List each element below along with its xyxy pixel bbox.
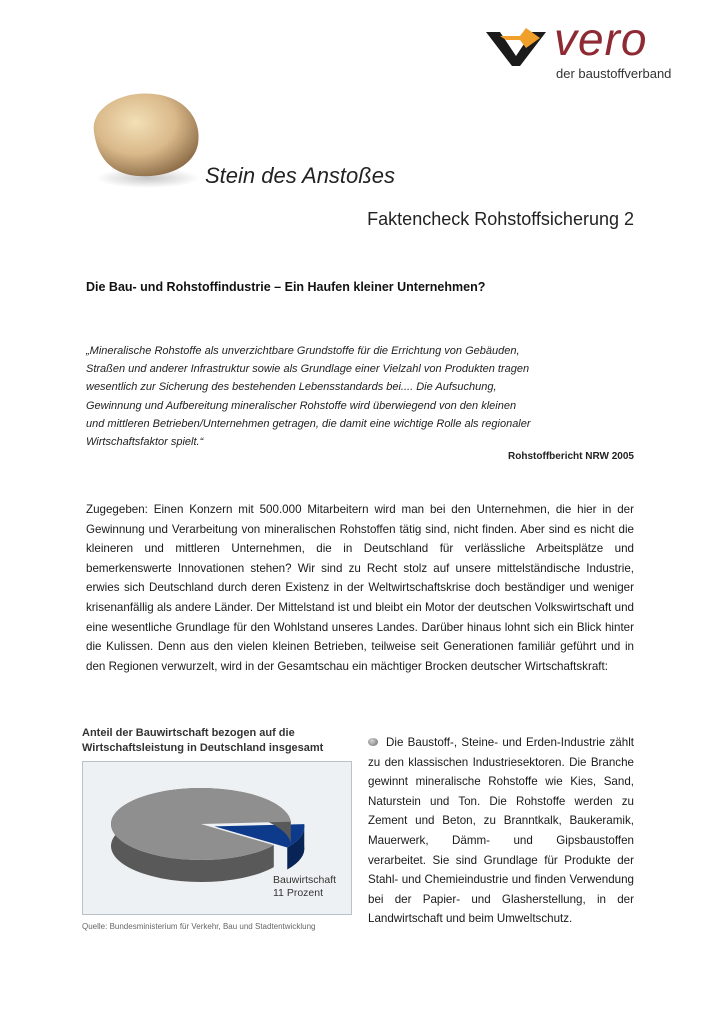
pie-chart: [82, 761, 352, 915]
vero-logo-mark-icon: [486, 26, 548, 66]
side-paragraph: [368, 733, 634, 929]
logo-tagline: der baustoffverband: [556, 66, 672, 81]
chart-title: Anteil der Bauwirtschaft bezogen auf die Wirtschaftsleistung in Deutschland insgesamt: [82, 727, 324, 754]
page-subtitle: Faktencheck Rohstoffsicherung 2: [367, 209, 634, 229]
slice-label-value: 11 Prozent: [273, 887, 324, 899]
slice-label-name: Bauwirtschaft: [273, 874, 337, 886]
side-text: Die Baustoff-, Steine- und Erden-Industrie zählt zu den klassischen Industriesektoren. Die Branche gewinnt mineralische Rohstoffe wie Kies, Sand, Naturstein und Ton. Die Rohstoffe werden zu Zement und Beton, zu Branntkalk, Baukeramik, Mauerwerk, Dämm- und Gipsbaustoffen verarbeitet. Sie sind Grundlage für Produkte der Stahl- und Chemieindustrie und finden Verwendung bei der Papier- und Glasherstellung, in der Landwirtschaft und beim Umweltschutz.: [368, 736, 634, 926]
bullet-icon: [368, 738, 378, 746]
vero-logo: [486, 13, 686, 84]
page-title: Stein des Anstoßes: [205, 163, 395, 188]
chart-slice-label: [273, 874, 336, 900]
body-paragraph: Zugegeben: Einen Konzern mit 500.000 Mitarbeitern wird man bei den Unternehmen, die hier in der Gewinnung und Verarbeitung von mineralischen Rohstoffen tätig sind, nicht finden. Aber sind es nicht die kleineren und mittleren Unternehmen, die in Deutschland für verlässliche Arbeitsplätze und bemerkenswerte Innovationen stehen? Wir sind zu Recht stolz auf unsere mittelständische Industrie, erwies sich Deutschland durch deren Existenz in der Weltwirtschaftskrise doch beständiger und weniger krisenanfällig als andere Länder. Der Mittelstand ist und bleibt ein Motor der deutschen Volkswirtschaft und eine wesentliche Grundlage für den Wohlstand unseres Landes. Darüber hinaus lohnt sich ein Blick hinter die Kulissen. Denn aus den vielen kleinen Betrieben, teilweise seit Generationen familiär geführt und in den Regionen verwurzelt, wird in der Gesamtschau ein mächtiger Brocken deutscher Wirtschaftskraft:: [86, 503, 634, 673]
pie-slice-1: [111, 788, 291, 860]
stone-image: [82, 86, 206, 190]
quote-text: „Mineralische Rohstoffe als unverzichtbare Grundstoffe für die Errichtung von Gebäuden, Straßen und anderer Infrastruktur sowie als Grundlage einer Vielzahl von Produkten tragen wesentlich zur Sicherung des bestehenden Lebensstandards bei.... Die Aufsuchung, Gewinnung und Aufbereitung mineralischer Rohstoffe wird überwiegend von den kleinen und mittleren Betrieben/Unternehmen getragen, die damit eine wichtige Rolle als regionaler Wirtschaftsfaktor spielt.“: [86, 345, 531, 449]
logo-word: vero: [554, 13, 648, 65]
section-headline: Die Bau- und Rohstoffindustrie – Ein Haufen kleiner Unternehmen?: [86, 280, 486, 294]
quote-source: Rohstoffbericht NRW 2005: [508, 451, 634, 462]
chart-source: Quelle: Bundesministerium für Verkehr, Bau und Stadtentwicklung: [82, 922, 316, 931]
